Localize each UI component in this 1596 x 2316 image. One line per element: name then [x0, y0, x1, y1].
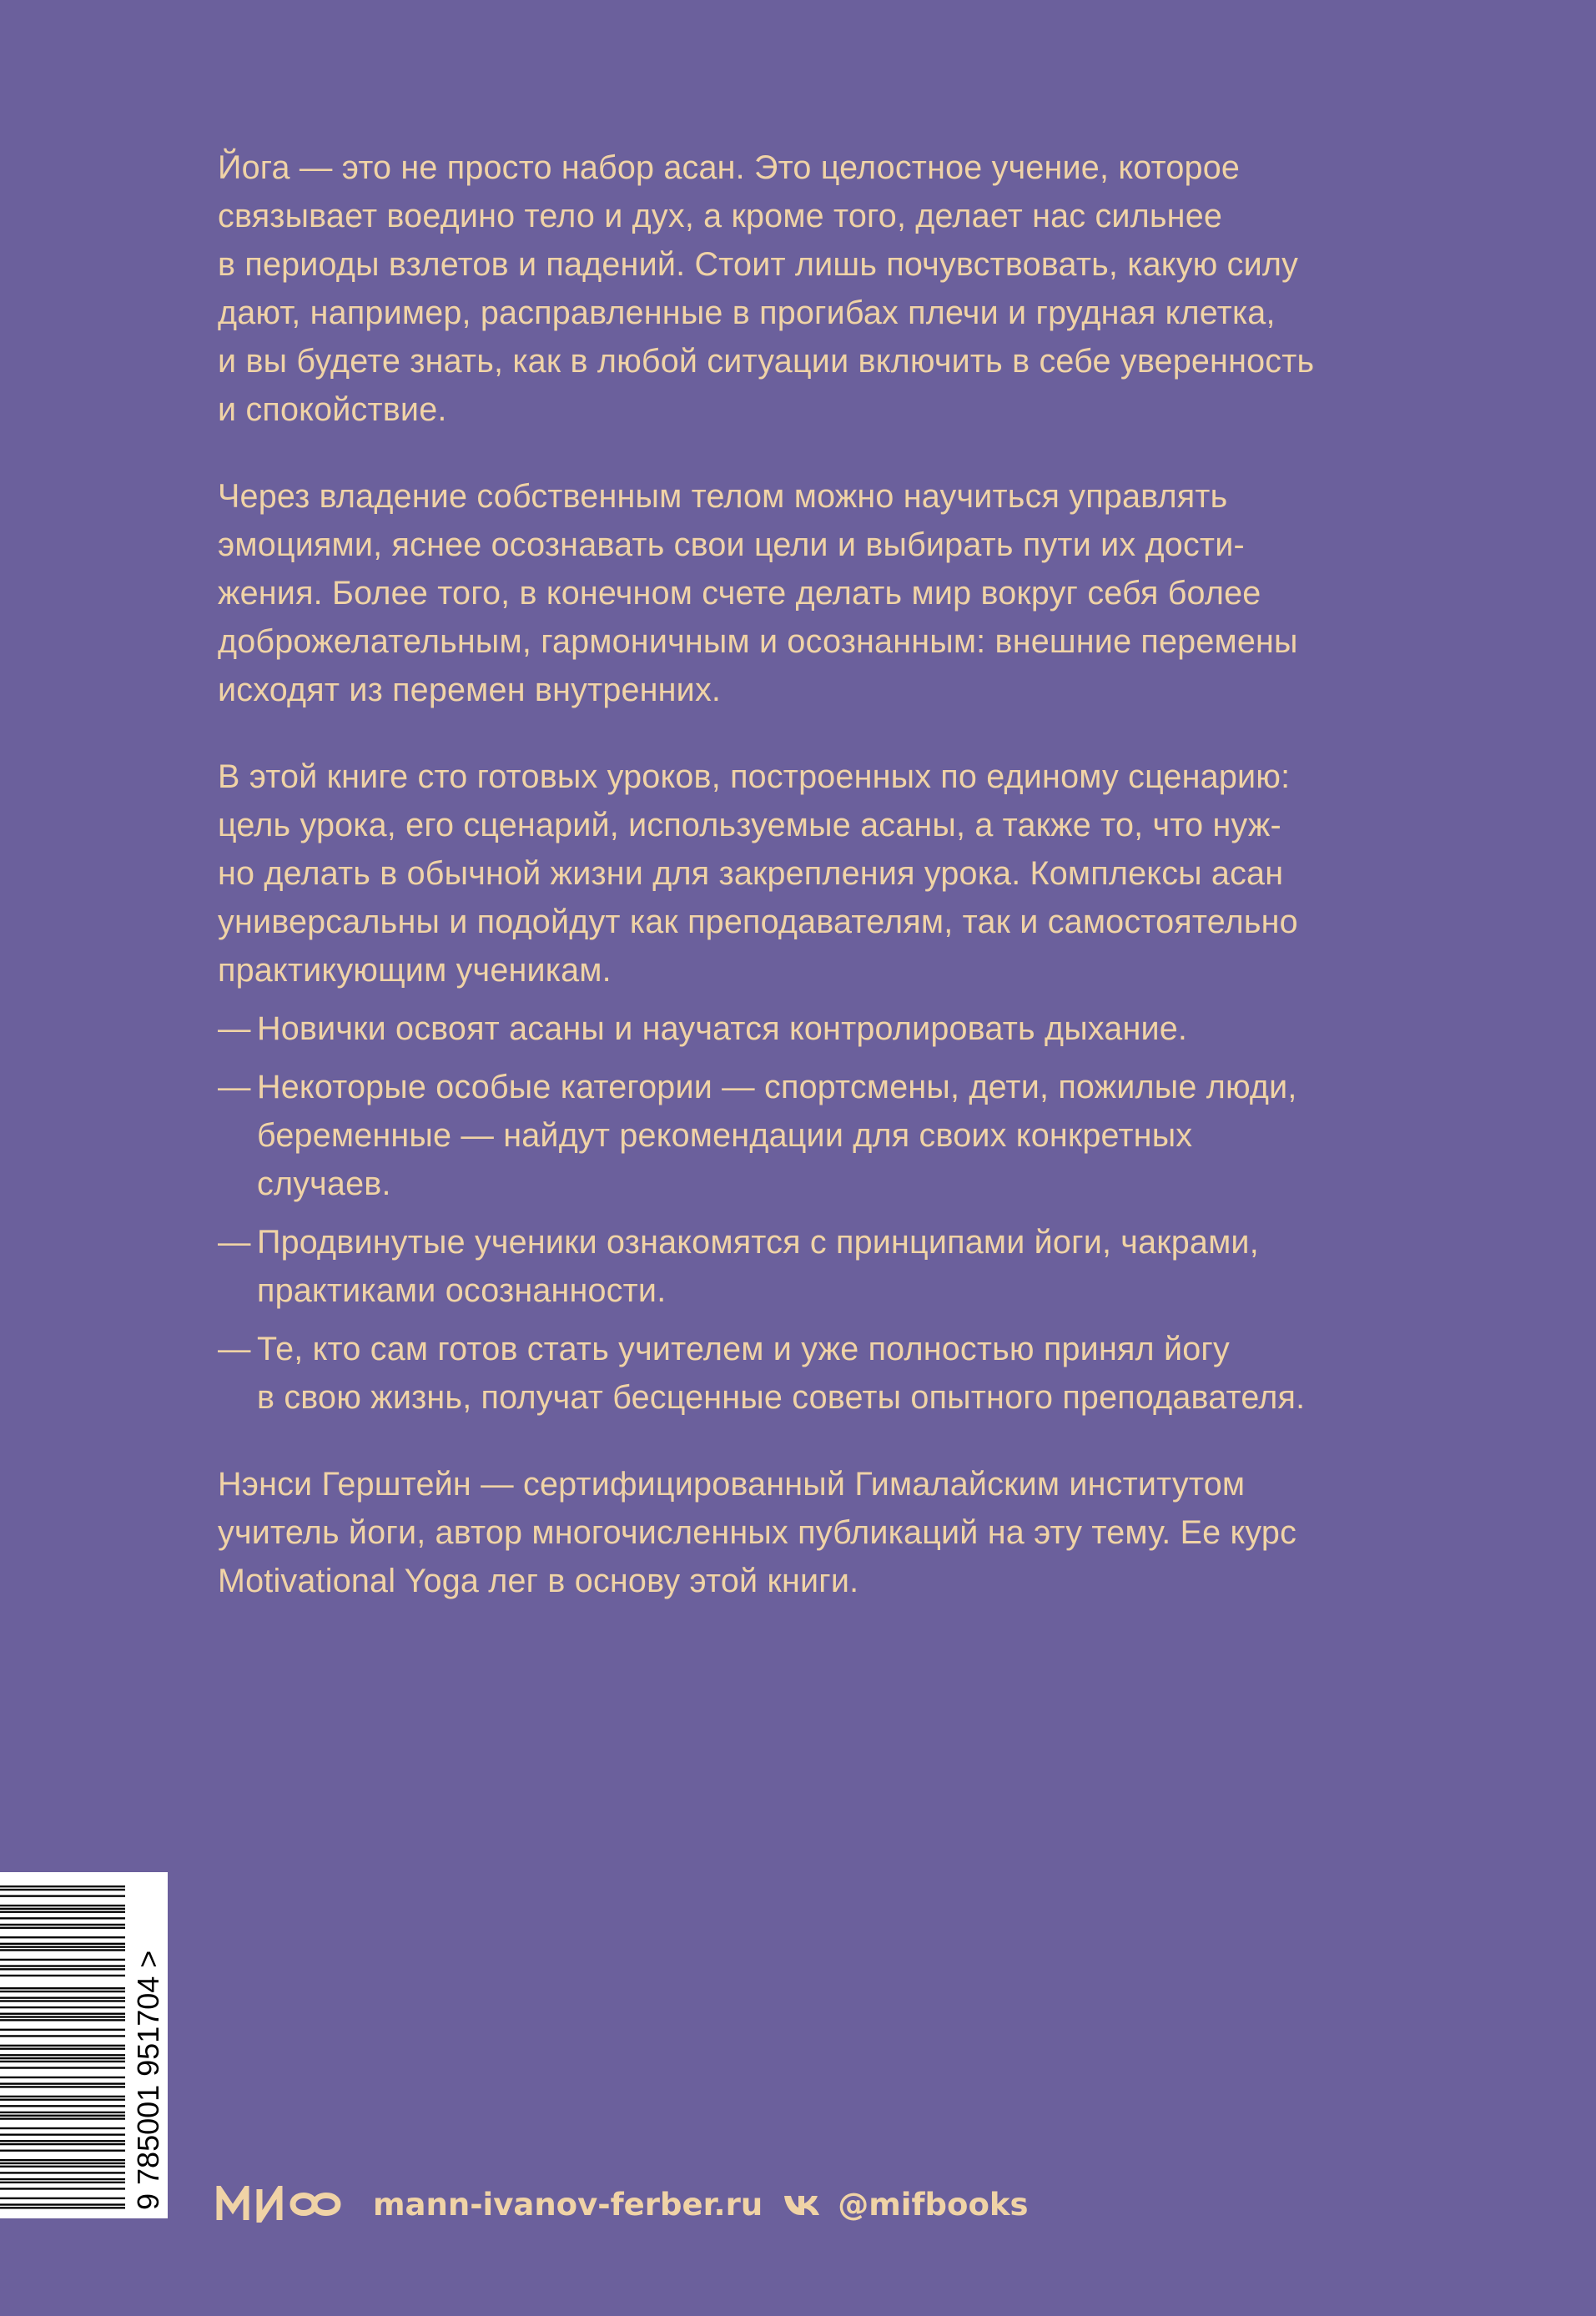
barcode-bar: [0, 1924, 125, 1926]
barcode-bar: [0, 1987, 125, 1989]
barcode-bar: [0, 2127, 125, 2129]
barcode-bar: [0, 1991, 125, 1992]
barcode-bar: [0, 2150, 125, 2152]
barcode-bar: [0, 2000, 125, 2001]
text-line: случаев.: [257, 1166, 391, 1202]
text-line: и спокойствие.: [218, 391, 447, 428]
text-line: эмоциями, яснее осознавать свои цели и выбирать пути их дости-: [218, 526, 1245, 563]
barcode-bar: [0, 2067, 125, 2068]
barcode-bar: [0, 2013, 125, 2015]
barcode-bar: [0, 2162, 125, 2164]
text-line: беременные — найдут рекомендации для своих конкретных: [257, 1117, 1193, 1154]
barcode-bar: [0, 1936, 125, 1938]
barcode-bar: [0, 2115, 125, 2117]
barcode-bar: [0, 2112, 125, 2113]
barcode-bar: [0, 1889, 125, 1891]
barcode-bar: [0, 2045, 125, 2047]
barcode-bar: [0, 2133, 125, 2135]
barcode-bar: [0, 2182, 125, 2183]
list-dash: —: [218, 1224, 251, 1261]
barcode-bar: [0, 2099, 125, 2101]
mif-logo: [216, 2186, 346, 2223]
text-line: В этой книге сто готовых уроков, построенных по единому сценарию:: [218, 758, 1291, 795]
barcode-bar: [0, 2198, 125, 2199]
barcode-bar: [0, 2086, 125, 2087]
barcode-bar: [0, 1949, 125, 1951]
barcode-bar: [0, 1895, 125, 1896]
text-line: практиками осознанности.: [257, 1272, 667, 1309]
barcode-bar: [0, 2105, 125, 2107]
text-line: Через владение собственным телом можно научиться управлять: [218, 478, 1228, 515]
text-line: Новички освоят асаны и научатся контролировать дыхание.: [257, 1010, 1188, 1047]
barcode-bar: [0, 2048, 125, 2050]
text-line: дают, например, расправленные в прогибах плечи и грудная клетка,: [218, 295, 1276, 331]
text-line: учитель йоги, автор многочисленных публикаций на эту тему. Ее курс: [218, 1514, 1297, 1551]
barcode-bar: [0, 2172, 125, 2173]
barcode-bar: [0, 1908, 125, 1910]
barcode-bar: [0, 1943, 125, 1945]
barcode-bar: [0, 2061, 125, 2062]
barcode-bar: [0, 2178, 125, 2180]
isbn-barcode: [0, 1872, 168, 2218]
barcode-bar: [0, 2006, 125, 2008]
paragraph-lessons: [218, 753, 1419, 994]
text-line: исходят из перемен внутренних.: [218, 672, 722, 708]
list-item-teachers: [218, 1325, 1419, 1422]
barcode-bar: [0, 2035, 125, 2037]
paragraph-intro: [218, 143, 1419, 434]
barcode-bar: [0, 2159, 125, 2161]
paragraph-body-control: [218, 472, 1419, 714]
text-line: жения. Более того, в конечном счете делать мир вокруг себя более: [218, 575, 1261, 612]
barcode-bar: [0, 2203, 125, 2205]
barcode-bar: [0, 1968, 125, 1970]
text-line: доброжелательным, гармоничным и осознанным: внешние перемены: [218, 623, 1298, 660]
list-item-beginners: [218, 1004, 1419, 1053]
text-line: Те, кто сам готов стать учителем и уже полностью принял йогу: [257, 1331, 1230, 1367]
barcode-bar: [0, 2140, 125, 2142]
publisher-footer: [216, 2179, 1029, 2229]
barcode-bar: [0, 1975, 125, 1976]
text-line: Продвинутые ученики ознакомятся с принципами йоги, чакрами,: [257, 1224, 1259, 1261]
barcode-bar: [0, 1905, 125, 1906]
barcode-bar: [0, 2016, 125, 2017]
barcode-bar: [0, 2188, 125, 2189]
paragraph-author: [218, 1460, 1419, 1605]
text-line: практикующим ученикам.: [218, 952, 612, 989]
list-dash: —: [218, 1010, 251, 1047]
list-item-advanced: [218, 1218, 1419, 1315]
barcode-bar: [0, 1959, 125, 1961]
barcode-bar: [0, 1917, 125, 1919]
barcode-bar: [0, 1965, 125, 1966]
text-line: Йога — это не просто набор асан. Это целостное учение, которое: [218, 149, 1241, 186]
barcode-bar: [0, 2057, 125, 2059]
barcode-bar: [0, 2166, 125, 2167]
barcode-bar: [0, 2029, 125, 2031]
barcode-bar: [0, 2207, 125, 2208]
barcode-bar: [0, 1927, 125, 1929]
text-line: цель урока, его сценарий, используемые асаны, а также то, что нуж-: [218, 807, 1281, 843]
barcode-digits: 9 785001 951704 >: [131, 1950, 165, 2210]
text-line: универсальны и подойдут как преподавателям, так и самостоятельно: [218, 904, 1298, 940]
website-link[interactable]: mann-ivanov-ferber.ru: [373, 2186, 763, 2223]
barcode-graphic: [0, 1872, 168, 2218]
barcode-bar: [0, 2077, 125, 2078]
barcode-bar: [0, 2054, 125, 2056]
text-line: в периоды взлетов и падений. Стоит лишь почувствовать, какую силу: [218, 246, 1299, 283]
barcode-bar: [0, 1886, 125, 1887]
list-item-special-categories: [218, 1063, 1419, 1208]
list-dash: —: [218, 1069, 251, 1105]
vk-icon[interactable]: [783, 2192, 823, 2217]
list-dash: —: [218, 1331, 251, 1367]
barcode-bar: [0, 2019, 125, 2021]
barcode-bar: [0, 2143, 125, 2145]
text-line: связывает воедино тело и дух, а кроме того, делает нас сильнее: [218, 198, 1223, 234]
barcode-bar: [0, 2082, 125, 2084]
text-line: но делать в обычной жизни для закрепления урока. Комплексы асан: [218, 855, 1284, 892]
text-line: Motivational Yoga лег в основу этой книги.: [218, 1563, 859, 1599]
text-line: Нэнси Герштейн — сертифицированный Гималайским институтом: [218, 1466, 1246, 1503]
mif-logo-mark: [216, 2186, 346, 2223]
social-handle[interactable]: @mifbooks: [838, 2186, 1029, 2223]
barcode-bar: [0, 1911, 125, 1913]
barcode-bar: [0, 1996, 125, 1998]
text-line: Некоторые особые категории — спортсмены, дети, пожилые люди,: [257, 1069, 1297, 1105]
barcode-bar: [0, 2117, 125, 2119]
barcode-bar: [0, 1946, 125, 1947]
barcode-bar: [0, 2096, 125, 2097]
text-line: и вы будете знать, как в любой ситуации включить в себе уверенность: [218, 343, 1315, 380]
text-line: в свою жизнь, получат бесценные советы опытного преподавателя.: [257, 1379, 1306, 1416]
back-cover-text: [218, 143, 1419, 1644]
